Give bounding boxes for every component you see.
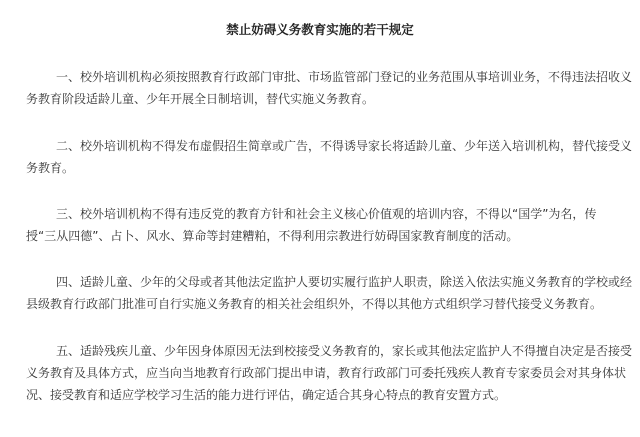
paragraph-line: 三、校外培训机构不得有违反党的教育方针和社会主义核心价值观的培训内容，不得以“国学”为名，传 <box>56 207 597 221</box>
paragraph-line: 二、校外培训机构不得发布虚假招生简章或广告，不得诱导家长将适龄儿童、少年送入培训机构，替代接受义 <box>56 139 633 153</box>
paragraph-line: 务教育。 <box>26 161 75 175</box>
document-title: 禁止妨碍义务教育实施的若干规定 <box>226 22 414 37</box>
paragraph-line: 一、校外培训机构必须按照教育行政部门审批、市场监管部门登记的业务范围从事培训业务，不得违法招收义 <box>56 70 633 84</box>
paragraph-line: 义务教育及具体方式，应当向当地教育行政部门提出申请，教育行政部门可委托残疾人教育专家委员会对其身体状 <box>26 366 627 380</box>
paragraph-line: 授“三从四德”、占卜、风水、算命等封建糟粕，不得利用宗教进行妨碍国家教育制度的活动。 <box>26 229 519 243</box>
paragraph-line: 五、适龄残疾儿童、少年因身体原因无法到校接受义务教育的，家长或其他法定监护人不得擅自决定是否接受 <box>56 344 633 358</box>
paragraph-1 <box>26 66 633 110</box>
paragraph-2 <box>26 135 633 179</box>
paragraph-line: 四、适龄儿童、少年的父母或者其他法定监护人要切实履行监护人职责，除送入依法实施义务教育的学校或经 <box>56 275 633 289</box>
paragraph-line: 县级教育行政部门批准可自行实施义务教育的相关社会组织外，不得以其他方式组织学习替代接受义务教育。 <box>26 297 603 311</box>
paragraph-line: 况、接受教育和适应学校学习生活的能力进行评估，确定适合其身心特点的教育安置方式。 <box>26 388 507 402</box>
paragraph-3 <box>26 203 612 247</box>
paragraph-line: 务教育阶段适龄儿童、少年开展全日制培训，替代实施义务教育。 <box>26 92 375 106</box>
paragraph-4 <box>26 271 633 315</box>
paragraph-5 <box>26 340 633 406</box>
